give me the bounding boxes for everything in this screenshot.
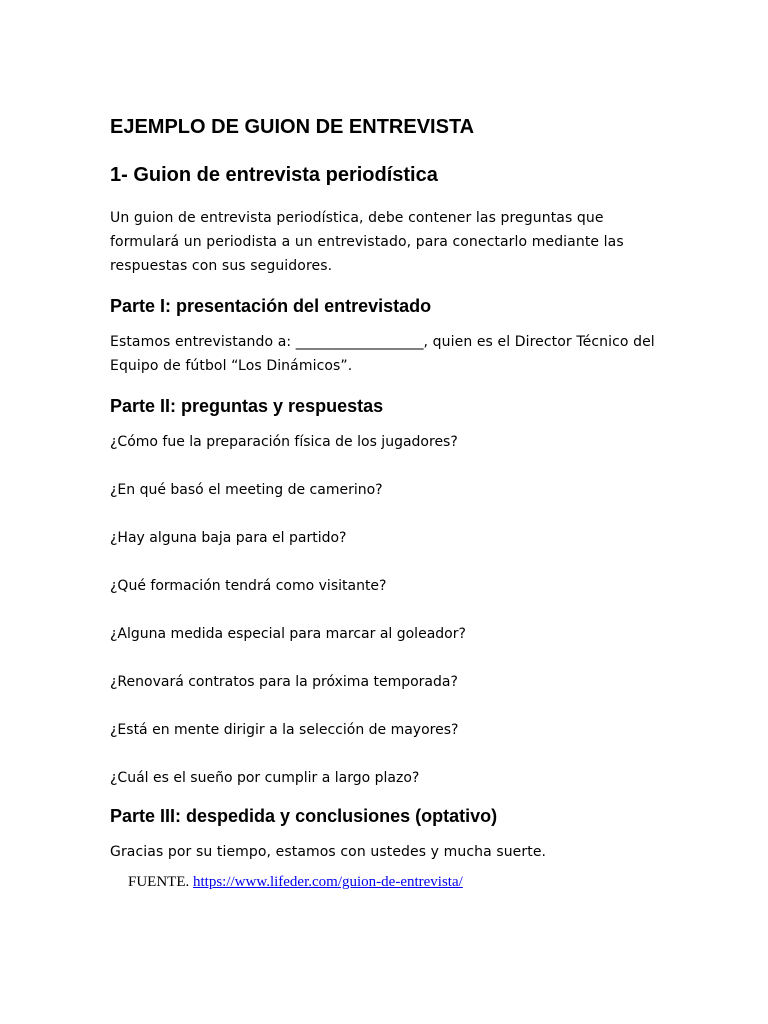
question-4: ¿Qué formación tendrá como visitante?: [110, 578, 387, 594]
question-5: ¿Alguna medida especial para marcar al goleador?: [110, 626, 466, 642]
part3-heading: Parte III: despedida y conclusiones (optativo): [110, 806, 498, 826]
part3-paragraph: Gracias por su tiempo, estamos con ustedes y mucha suerte.: [110, 844, 547, 860]
part1-paragraph: Estamos entrevistando a: __________________, quien es el Director Técnico del Equipo de fútbol “Los Dinámicos”.: [110, 334, 655, 374]
source-label: FUENTE.: [128, 874, 193, 890]
document-title: EJEMPLO DE GUION DE ENTREVISTA: [110, 116, 475, 138]
question-8: ¿Cuál es el sueño por cumplir a largo plazo?: [110, 770, 420, 786]
question-7: ¿Está en mente dirigir a la selección de mayores?: [110, 722, 459, 738]
question-2: ¿En qué basó el meeting de camerino?: [110, 482, 383, 498]
question-1: ¿Cómo fue la preparación física de los jugadores?: [110, 434, 458, 450]
question-3: ¿Hay alguna baja para el partido?: [110, 530, 347, 546]
source-line: [110, 870, 670, 894]
source-link[interactable]: https://www.lifeder.com/guion-de-entrevista/: [193, 874, 463, 890]
part2-heading: Parte II: preguntas y respuestas: [110, 396, 384, 416]
section-title: 1- Guion de entrevista periodística: [110, 164, 438, 186]
document-page: [110, 110, 670, 894]
part1-heading: Parte I: presentación del entrevistado: [110, 296, 432, 316]
intro-paragraph: Un guion de entrevista periodística, debe contener las preguntas que formulará un periodista a un entrevistado, para conectarlo mediante las respuestas con sus seguidores.: [110, 210, 624, 274]
question-6: ¿Renovará contratos para la próxima temporada?: [110, 674, 458, 690]
